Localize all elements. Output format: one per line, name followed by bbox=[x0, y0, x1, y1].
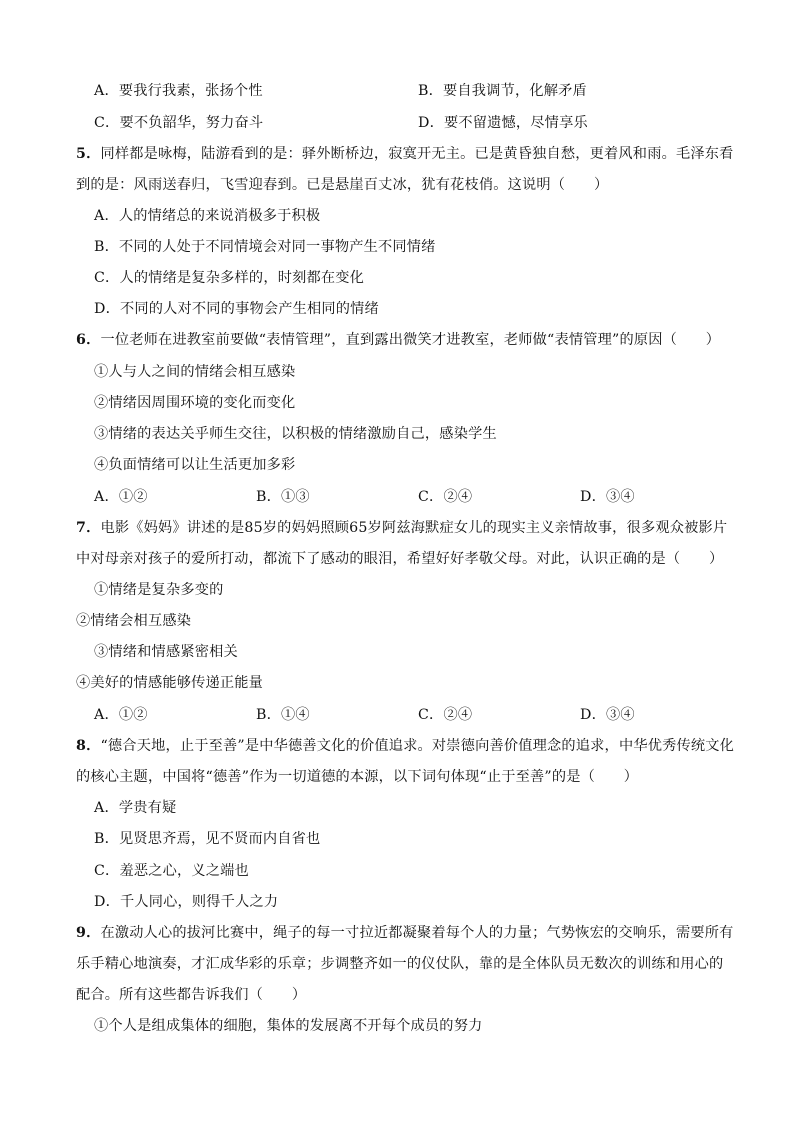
q7-number: 7． bbox=[76, 520, 101, 536]
q6-statement-2: ②情绪因周围环境的变化而变化 bbox=[94, 395, 296, 411]
q7-statement-3: ③情绪和情感紧密相关 bbox=[94, 644, 238, 660]
q8-option-b[interactable]: B．见贤思齐焉，见不贤而内自省也 bbox=[94, 831, 321, 847]
q5-option-b[interactable]: B．不同的人处于不同情境会对同一事物产生不同情绪 bbox=[94, 239, 436, 255]
q7-stem-line-1 bbox=[76, 518, 727, 538]
q7-stem-text: 电影《妈妈》讲述的是85岁的妈妈照顾65岁阿兹海默症女儿的现实主义亲情故事，很多观众被影片 bbox=[100, 520, 728, 536]
q4-option-b[interactable]: B．要自我调节，化解矛盾 bbox=[418, 83, 587, 99]
q9-stem-text: 在激动人心的拔河比赛中，绳子的每一寸拉近都凝聚着每个人的力量；气势恢宏的交响乐，需要所有 bbox=[100, 925, 734, 941]
q6-option-c[interactable]: C．②④ bbox=[418, 489, 473, 505]
q6-stem-line-1 bbox=[76, 330, 720, 350]
q7-option-d[interactable]: D．③④ bbox=[580, 707, 635, 723]
q4-option-d[interactable]: D．要不留遗憾，尽情享乐 bbox=[418, 115, 588, 131]
q7-option-b[interactable]: B．①④ bbox=[256, 707, 310, 723]
q5-option-a[interactable]: A．人的情绪总的来说消极多于积极 bbox=[94, 208, 321, 224]
q5-option-d[interactable]: D．不同的人对不同的事物会产生相同的情绪 bbox=[94, 301, 379, 317]
q5-stem-line-1 bbox=[76, 144, 734, 164]
q9-stem-line-3: 配合。所有这些都告诉我们（ ） bbox=[76, 987, 307, 1003]
q6-option-a[interactable]: A．①② bbox=[94, 489, 148, 505]
q6-option-b[interactable]: B．①③ bbox=[256, 489, 310, 505]
q7-statement-4: ④美好的情感能够传递正能量 bbox=[76, 675, 264, 691]
q4-option-c[interactable]: C．要不负韶华，努力奋斗 bbox=[94, 115, 264, 131]
q8-number: 8． bbox=[76, 738, 101, 754]
q7-option-c[interactable]: C．②④ bbox=[418, 707, 473, 723]
q9-statement-1: ①个人是组成集体的细胞，集体的发展离不开每个成员的努力 bbox=[94, 1018, 483, 1034]
q8-stem-line-2: 的核心主题，中国将“德善”作为一切道德的本源，以下词句体现“止于至善”的是（ ） bbox=[76, 769, 639, 785]
q6-statement-3: ③情绪的表达关乎师生交往，以积极的情绪激励自己，感染学生 bbox=[94, 426, 497, 442]
q8-stem-line-1 bbox=[76, 736, 734, 756]
q9-number: 9． bbox=[76, 925, 101, 941]
q4-option-a[interactable]: A．要我行我素，张扬个性 bbox=[94, 83, 263, 99]
q8-option-c[interactable]: C．羞恶之心，义之端也 bbox=[94, 863, 249, 879]
q8-option-a[interactable]: A．学贵有疑 bbox=[94, 800, 177, 816]
q7-stem-line-2: 中对母亲对孩子的爱所打动，都流下了感动的眼泪，希望好好孝敬父母。对此，认识正确的是（ ） bbox=[76, 551, 724, 567]
q7-option-a[interactable]: A．①② bbox=[94, 707, 148, 723]
q7-statement-2: ②情绪会相互感染 bbox=[76, 613, 192, 629]
q6-statement-4: ④负面情绪可以让生活更加多彩 bbox=[94, 457, 296, 473]
q6-number: 6． bbox=[76, 332, 101, 348]
q9-stem-line-1 bbox=[76, 923, 734, 943]
q8-stem-text: “德合天地，止于至善”是中华德善文化的价值追求。对崇德向善价值理念的追求，中华优秀传统文化 bbox=[100, 738, 735, 754]
q6-stem-text: 一位老师在进教室前要做“表情管理”，直到露出微笑才进教室，老师做“表情管理”的原因（ ） bbox=[100, 332, 721, 348]
q7-statement-1: ①情绪是复杂多变的 bbox=[94, 582, 224, 598]
q5-option-c[interactable]: C．人的情绪是复杂多样的，时刻都在变化 bbox=[94, 270, 365, 286]
q8-option-d[interactable]: D．千人同心，则得千人之力 bbox=[94, 894, 279, 910]
q6-statement-1: ①人与人之间的情绪会相互感染 bbox=[94, 364, 296, 380]
q6-option-d[interactable]: D．③④ bbox=[580, 489, 635, 505]
q5-number: 5． bbox=[76, 146, 101, 162]
q5-stem-text: 同样都是咏梅，陆游看到的是：驿外断桥边，寂寞开无主。已是黄昏独自愁，更着风和雨。毛泽东看 bbox=[100, 146, 734, 162]
q5-stem-line-2: 到的是：风雨送春归，飞雪迎春到。已是悬崖百丈冰，犹有花枝俏。这说明（ ） bbox=[76, 177, 609, 193]
q9-stem-line-2: 乐手精心地演奏，才汇成华彩的乐章；步调整齐如一的仪仗队，靠的是全体队员无数次的训练和用心的 bbox=[76, 956, 724, 972]
